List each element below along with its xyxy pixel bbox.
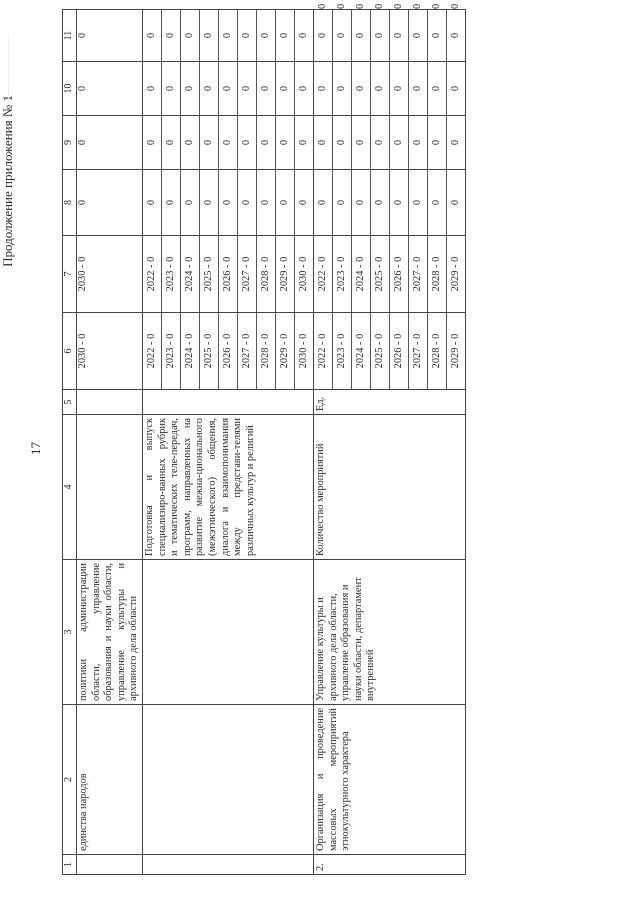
year-cell: 2030 - 0 <box>77 236 143 313</box>
value-entry: 0 <box>428 116 447 169</box>
event-name-cell: Организация и проведение массовых мероприятий этнокультурного характера <box>313 705 465 855</box>
unit-cell: Ед. <box>313 390 465 415</box>
value-entry: 0 <box>143 116 162 169</box>
value-entry: 0 <box>257 10 276 61</box>
year-entry: 2025 - 0 <box>371 313 390 389</box>
row-number-cell: 2. <box>313 855 465 875</box>
value-entry: 0 <box>390 116 409 169</box>
value-entry: 0 <box>200 10 219 61</box>
year-entry: 2024 - 0 <box>352 236 371 312</box>
value-entry: 0 <box>276 62 295 115</box>
year-entry: 2023 - 0 <box>162 236 181 312</box>
unit-cell <box>142 390 313 415</box>
value-list-cell <box>142 170 313 236</box>
col-header-11: 11 <box>63 10 77 62</box>
value-entry: 0 <box>371 116 390 169</box>
indicator-cell: Подготовка и выпуск специализиро-ванных рубрик и тематических теле-передач, программ, направленных на развитие межна-ционального (межэтнического) общения, диалога и взаимопонимания между представи-телями различных культур и религий <box>142 415 313 560</box>
year-entry: 2027 - 0 <box>238 313 257 389</box>
header-row <box>63 10 77 875</box>
year-entry: 2022 - 0 <box>314 236 333 312</box>
year-entry: 2029 - 0 <box>449 256 461 292</box>
year-entry: 2029 - 0 <box>276 313 295 389</box>
value-entry: 0 <box>314 10 333 61</box>
value-entry: 0 <box>181 170 200 235</box>
year-entry: 2029 - 0 <box>276 236 295 312</box>
value-entry: 0 <box>449 139 461 146</box>
value-entry: 0 <box>333 10 352 61</box>
table-row-events: 2. Организация и проведение массовых мероприятий этнокультурного характера Управление культуры и архивного дела области, управление образования и науки области, департамент внутренней Количество мероприятий Ед. 2022 - 0 2023 - 0 2024 - 0 2025 - 0 2026 - 0 2027 - 0 2028 - 0 2029 - 0 2022 - 0 2023 - 0 2024 - 0 2025 - 0 2026 - 0 2027 - 0 2028 - 0 2029 - 0 0 0 0 0 0 0 0 0 0 0 0 0 0 0 0 0 0 0 0 0 0 0 0 0 0 0 0 0 0 0 0 0 0 0 0 0 0 0 0 0 <box>313 10 465 875</box>
value-entry: 0 <box>390 62 409 115</box>
value-entry: 0 <box>219 10 238 61</box>
indicator-cell: Количество мероприятий <box>313 415 465 560</box>
table-row-broadcast <box>142 10 313 875</box>
col-header-2: 2 <box>63 705 77 855</box>
value-entry: 0 <box>238 116 257 169</box>
value-entry: 0 <box>352 10 371 61</box>
year-list-cell <box>142 313 313 390</box>
col-header-6: 6 <box>63 313 77 390</box>
year-cell: 2030 - 0 <box>77 313 143 390</box>
responsible-cell: политики администрации области, управление образования и науки области, управление культуры и архивного дела области <box>77 560 143 705</box>
value-entry: 0 <box>200 170 219 235</box>
value-entry: 0 <box>428 62 447 115</box>
year-entry: 2025 - 0 <box>371 236 390 312</box>
value-entry: 0 <box>314 62 333 115</box>
value-entry: 0 <box>276 170 295 235</box>
value-entry: 0 <box>257 170 276 235</box>
appendix-table <box>62 3 466 875</box>
value-entry: 0 <box>449 32 461 39</box>
value-list-cell <box>142 10 313 62</box>
value-list-cell <box>142 116 313 170</box>
value-entry: 0 <box>371 10 390 61</box>
value-entry: 0 <box>143 62 162 115</box>
value-entry: 0 <box>352 116 371 169</box>
year-entry: 2028 - 0 <box>257 236 276 312</box>
value-entry: 0 <box>314 116 333 169</box>
year-entry: 2025 - 0 <box>200 236 219 312</box>
indicator-cell <box>77 415 143 560</box>
value-entry: 0 <box>238 170 257 235</box>
year-entry: 2026 - 0 <box>390 313 409 389</box>
value-entry: 0 <box>257 62 276 115</box>
value-entry: 0 <box>333 170 352 235</box>
year-entry: 2028 - 0 <box>428 236 447 312</box>
value-entry: 0 <box>409 116 428 169</box>
unit-cell <box>77 390 143 415</box>
value-entry: 0 <box>428 170 447 235</box>
value-list-cell <box>313 170 465 236</box>
value-cell: 0 <box>77 62 143 116</box>
value-entry: 0 <box>162 170 181 235</box>
value-entry: 0 <box>409 10 428 61</box>
year-entry: 2027 - 0 <box>238 236 257 312</box>
col-header-8: 8 <box>63 170 77 236</box>
year-list-cell <box>142 236 313 313</box>
value-entry: 0 <box>181 116 200 169</box>
value-entry: 0 <box>276 116 295 169</box>
value-entry: 0 <box>143 170 162 235</box>
appendix-caption: Продолжение приложения № 1 <box>0 95 15 267</box>
year-entry: 2027 - 0 <box>409 236 428 312</box>
value-entry: 0 <box>371 170 390 235</box>
scan-artifact <box>8 35 15 105</box>
year-entry: 2023 - 0 <box>333 236 352 312</box>
row-number-cell <box>77 855 143 875</box>
value-entry: 0 <box>390 10 409 61</box>
year-entry: 2026 - 0 <box>390 236 409 312</box>
value-entry: 0 <box>352 62 371 115</box>
value-entry: 0 <box>390 170 409 235</box>
year-entry: 2028 - 0 <box>257 313 276 389</box>
value-list-cell <box>142 62 313 116</box>
value-entry: 0 <box>219 62 238 115</box>
year-entry: 2023 - 0 <box>333 313 352 389</box>
value-entry: 0 <box>181 62 200 115</box>
value-entry: 0 <box>143 10 162 61</box>
col-header-1: 1 <box>63 855 77 875</box>
table-row-continuation <box>77 10 143 875</box>
value-entry: 0 <box>409 170 428 235</box>
value-entry: 0 <box>181 10 200 61</box>
value-entry: 0 <box>409 62 428 115</box>
value-list-cell <box>313 116 465 170</box>
value-entry: 0 <box>162 10 181 61</box>
year-entry: 2026 - 0 <box>219 313 238 389</box>
responsible-cell: Управление культуры и архивного дела области, управление образования и науки области, департамент внутренней <box>313 560 465 705</box>
year-entry: 2030 - 0 <box>297 333 309 369</box>
year-entry: 2022 - 0 <box>143 313 162 389</box>
year-entry: 2024 - 0 <box>181 313 200 389</box>
responsible-cell <box>142 560 313 705</box>
value-entry: 0 <box>297 199 309 206</box>
year-entry: 2023 - 0 <box>162 313 181 389</box>
value-entry: 0 <box>297 32 309 39</box>
value-entry: 0 <box>428 10 447 61</box>
year-entry: 2030 - 0 <box>297 256 309 292</box>
value-entry: 0 <box>314 170 333 235</box>
value-entry: 0 <box>162 62 181 115</box>
year-entry: 2024 - 0 <box>181 236 200 312</box>
value-entry: 0 <box>297 85 309 92</box>
year-entry: 2026 - 0 <box>219 236 238 312</box>
year-entry: 2022 - 0 <box>314 313 333 389</box>
value-cell: 0 <box>77 10 143 62</box>
col-header-5: 5 <box>63 390 77 415</box>
value-entry: 0 <box>257 116 276 169</box>
value-entry: 0 <box>371 62 390 115</box>
year-entry: 2027 - 0 <box>409 313 428 389</box>
year-entry: 2029 - 0 <box>449 333 461 369</box>
value-entry: 0 <box>238 62 257 115</box>
event-name-cell <box>142 705 313 855</box>
value-cell: 0 <box>77 170 143 236</box>
value-entry: 0 <box>200 62 219 115</box>
value-entry: 0 <box>219 170 238 235</box>
col-header-9: 9 <box>63 116 77 170</box>
year-entry: 2024 - 0 <box>352 313 371 389</box>
row-number-cell <box>142 855 313 875</box>
value-entry: 0 <box>333 116 352 169</box>
col-header-3: 3 <box>63 560 77 705</box>
value-cell: 0 <box>77 116 143 170</box>
year-entry: 2028 - 0 <box>428 313 447 389</box>
col-header-4: 4 <box>63 415 77 560</box>
event-name-cell: единства народов <box>77 705 143 855</box>
value-entry: 0 <box>449 85 461 92</box>
value-entry: 0 <box>449 199 461 206</box>
page-number: 17 <box>28 442 43 455</box>
value-entry: 0 <box>162 116 181 169</box>
col-header-10: 10 <box>63 62 77 116</box>
value-entry: 0 <box>333 62 352 115</box>
year-entry: 2022 - 0 <box>143 236 162 312</box>
value-entry: 0 <box>352 170 371 235</box>
year-list-cell <box>313 236 465 313</box>
value-entry: 0 <box>200 116 219 169</box>
value-entry: 0 <box>276 10 295 61</box>
col-header-7: 7 <box>63 236 77 313</box>
value-list-cell <box>313 10 465 62</box>
value-list-cell <box>313 62 465 116</box>
value-entry: 0 <box>238 10 257 61</box>
year-list-cell <box>313 313 465 390</box>
value-entry: 0 <box>219 116 238 169</box>
year-entry: 2025 - 0 <box>200 313 219 389</box>
value-entry: 0 <box>297 139 309 146</box>
